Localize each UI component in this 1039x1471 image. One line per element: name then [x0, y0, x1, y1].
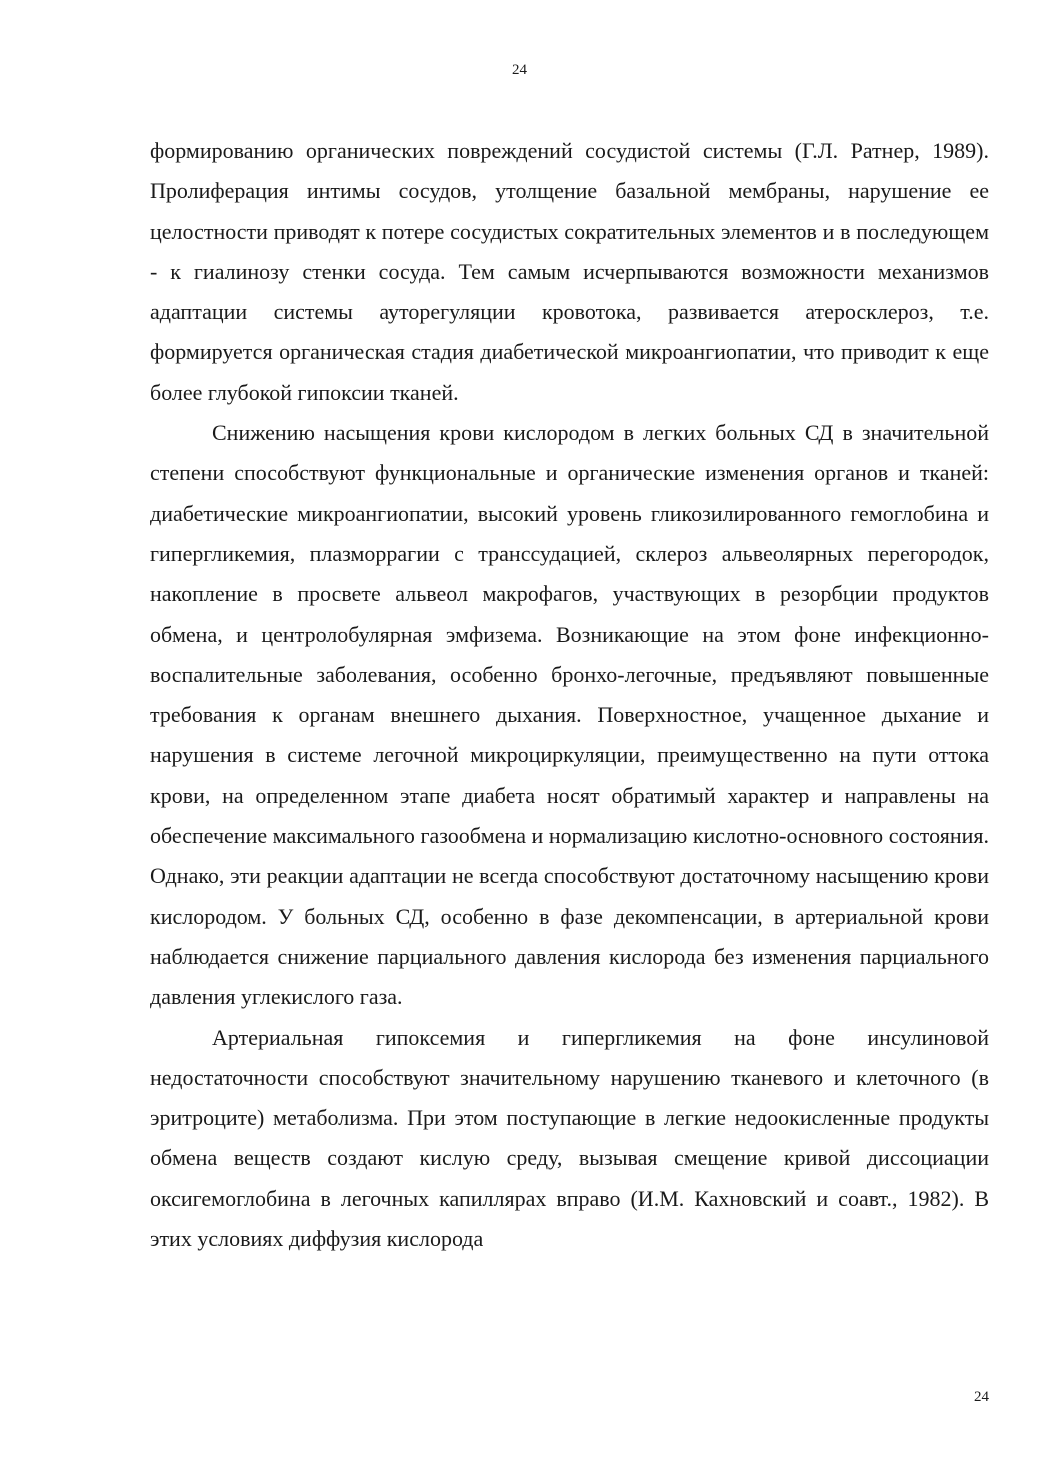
page-number-bottom: 24	[974, 1389, 989, 1405]
document-body	[150, 131, 989, 1259]
paragraph-3: Артериальная гипоксемия и гипергликемия на фоне инсулиновой недостаточности способствуют значительному нарушению тканевого и клеточного (в эритроците) метаболизма. При этом поступающие в легкие недоокисленные продукты обмена веществ создают кислую среду, вызывая смещение кривой диссоциации оксигемоглобина в легочных капиллярах вправо (И.М. Кахновский и соавт., 1982). В этих условиях диффузия кислорода	[150, 1024, 989, 1252]
page-number-top: 24	[512, 62, 527, 78]
paragraph-1: формированию органических повреждений сосудистой системы (Г.Л. Ратнер, 1989). Пролиферация интимы сосудов, утолщение базальной мембраны, нарушение ее целостности приводят к потере сосудистых сократительных элементов и в последующем - к гиалинозу стенки сосуда. Тем самым исчерпываются возможности механизмов адаптации системы ауторегуляции кровотока, развивается атеросклероз, т.е. формируется органическая стадия диабетической микроангиопатии, что приводит к еще более глубокой гипоксии тканей.	[150, 138, 989, 405]
paragraph-2: Снижению насыщения крови кислородом в легких больных СД в значительной степени способствуют функциональные и органические изменения органов и тканей: диабетические микроангиопатии, высокий уровень гликозилированного гемоглобина и гипергликемия, плазморрагии с транссудацией, склероз альвеолярных перегородок, накопление в просвете альвеол макрофагов, участвующих в резорбции продуктов обмена, и центролобулярная эмфизема. Возникающие на этом фоне инфекционно-воспалительные заболевания, особенно бронхо-легочные, предъявляют повышенные требования к органам внешнего дыхания. Поверхностное, учащенное дыхание и нарушения в системе легочной микроциркуляции, преимущественно на пути оттока крови, на определенном этапе диабета носят обратимый характер и направлены на обеспечение максимального газообмена и нормализацию кислотно-основного состояния. Однако, эти реакции адаптации не всегда способствуют достаточному насыщению крови кислородом. У больных СД, особенно в фазе декомпенсации, в артериальной крови наблюдается снижение парциального давления кислорода без изменения парциального давления углекислого газа.	[150, 420, 989, 1010]
